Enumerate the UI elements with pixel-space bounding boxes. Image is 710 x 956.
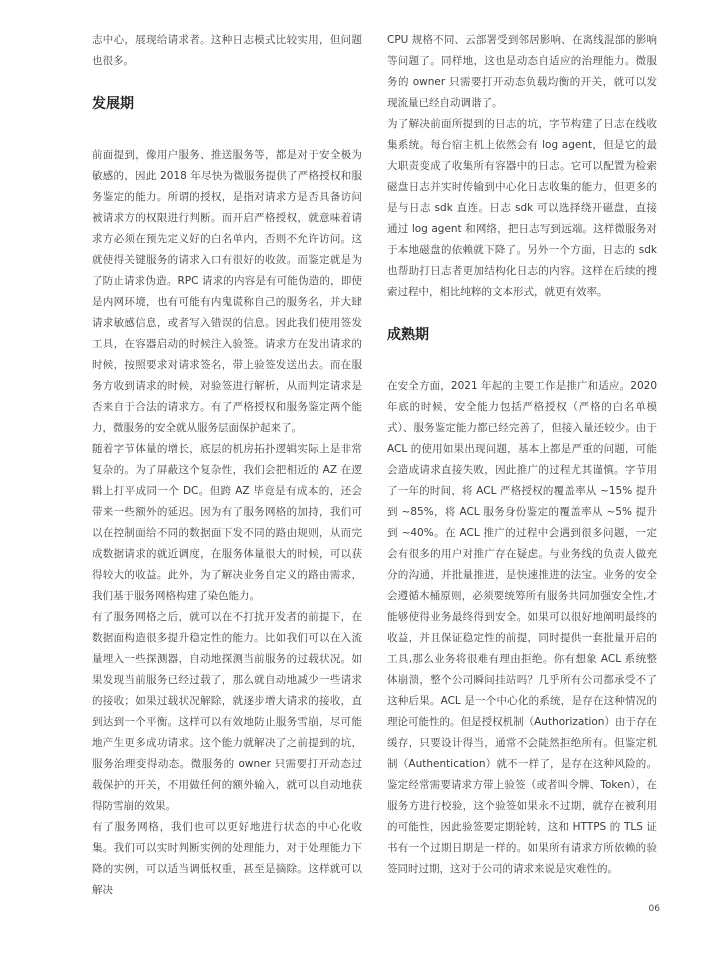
section-heading-maturity: 成熟期: [387, 327, 429, 343]
right-column: [387, 30, 657, 901]
body-paragraph: 为了解决前面所提到的日志的坑，字节构建了日志在线收集系统。每台宿主机上依然会有 log agent，但是它的最大职责变成了收集所有容器中的日志。它可以配置为检索磁盘日志并实时传输到中心化日志收集的能力，但更多的是与日志 sdk 直连。日志 sdk 可以选择绕开磁盘，直接通过 log agent 和网络，把日志写到远端。这样微服务对于本地磁盘的依赖就下降了。另外一个方面，日志的 sdk 也帮助打日志者更加结构化日志的内容。这样在后续的搜索过程中，相比纯粹的文本形式，就更有效率。: [387, 118, 657, 298]
body-paragraph: 前面提到，像用户服务、推送服务等，都是对于安全极为敏感的，因此 2018 年尽快为微服务提供了严格授权和服务鉴定的能力。所谓的授权，是指对请求方是否具备访问被请求方的权限进行判断。而开启严格授权，就意味着请求方必须在预先定义好的白名单内，否则不允许访问。这就使得关键服务的请求入口有很好的收敛。而鉴定就是为了防止请求伪造。RPC 请求的内容是有可能伪造的，即使是内网环境，也有可能有内鬼谎称自己的服务名，并大肆请求敏感信息，或者写入错误的信息。因此我们使用签发工具，在容器启动的时候注入验签。请求方在发出请求的时候，按照要求对请求签名，带上验签发送出去。而在服务方收到请求的时候，对验签进行解析，从而判定请求是否来自于合法的请求方。有了严格授权和服务鉴定两个能力，微服务的安全就从服务层面保护起来了。: [92, 149, 362, 434]
page-number: 06: [648, 904, 660, 914]
paragraph-continuation: 志中心，展现给请求者。这种日志模式比较实用，但问题也很多。: [92, 34, 362, 67]
body-paragraph: 有了服务网格之后，就可以在不打扰开发者的前提下，在数据面构造很多提升稳定性的能力。比如我们可以在入流量埋入一些探测器，自动地探测当前服务的过载状况。如果发现当前服务已经过载了，那么就自动地减少一些请求的接收；如果过载状况解除，就逐步增大请求的接收，直到达到一个平衡。这样可以有效地防止服务雪崩，尽可能地产生更多成功请求。这个能力就解决了之前提到的坑，服务治理变得动态。微服务的 owner 只需要打开动态过载保护的开关，不用做任何的额外输入，就可以自动地获得防雪崩的效果。: [92, 611, 362, 812]
body-paragraph: 在安全方面，2021 年起的主要工作是推广和适应。2020 年底的时候，安全能力包括严格授权（严格的白名单模式）、服务鉴定能力都已经完善了，但接入量还较少。由于 ACL 的使用如果出现问题，基本上都是严重的问题，可能会造成请求直接失败，因此推广的过程尤其谨慎。字节用了一年的时间，将 ACL 严格授权的覆盖率从 ~15% 提升到 ~85%，将 ACL 服务身份鉴定的覆盖率从 ~5% 提升到 ~40%。在 ACL 推广的过程中会遇到很多问题，一定会有很多的用户对推广存在疑虑。与业务线的负责人做充分的沟通，并批量推进，是快速推进的法宝。业务的安全会遵循木桶原则，必须要统筹所有服务共同加强安全性,才能够使得业务最终得到安全。如果可以很好地阐明最终的收益，并且保证稳定性的前提，同时提供一套批量开启的工具,那么业务将很难有理由拒绝。你有想象 ACL 系统整体崩溃，整个公司瞬间挂站吗？几乎所有公司都承受不了这种后果。ACL 是一个中心化的系统，是存在这种情况的理论可能性的。但是授权机制（Authorization）由于存在缓存，只要设计得当，通常不会陡然拒绝所有。但鉴定机制（Authentication）就不一样了，是存在这种风险的。鉴定经常需要请求方带上验签（或者叫令牌、Token），在服务方进行校验，这个验签如果永不过期，就存在被利用的可能性，因此验签要定期轮转，这和 HTTPS 的 TLS 证书有一个过期日期是一样的。如果所有请求方所依赖的验签同时过期，这对于公司的请求来说是灾难性的。: [387, 380, 657, 875]
paragraph-continuation: CPU 规格不同、云部署受到邻居影响、在离线混部的影响等问题了。同样地，这也是动态自适应的治理能力。微服务的 owner 只需要打开动态负载均衡的开关，就可以发现流量已经自动调谐了。: [387, 34, 657, 109]
body-paragraph: 随着字节体量的增长，底层的机房拓扑逻辑实际上是非常复杂的。为了屏蔽这个复杂性，我们会把相近的 AZ 在逻辑上打平成同一个 DC。但跨 AZ 毕竟是有成本的，还会带来一些额外的延迟。因为有了服务网格的加持，我们可以在控制面给不同的数据面下发不同的路由规则，从而完成数据请求的就近调度，在服务体量很大的时候，可以获得较大的收益。此外，为了解决业务自定义的路由需求，我们基于服务网格构建了染色能力。: [92, 443, 362, 602]
section-heading-development: 发展期: [92, 96, 134, 112]
left-column: [92, 30, 362, 901]
body-paragraph: 有了服务网格，我们也可以更好地进行状态的中心化收集。我们可以实时判断实例的处理能力，对于处理能力下降的实例，可以适当调低权重，甚至是摘除。这样就可以解决: [92, 821, 362, 896]
